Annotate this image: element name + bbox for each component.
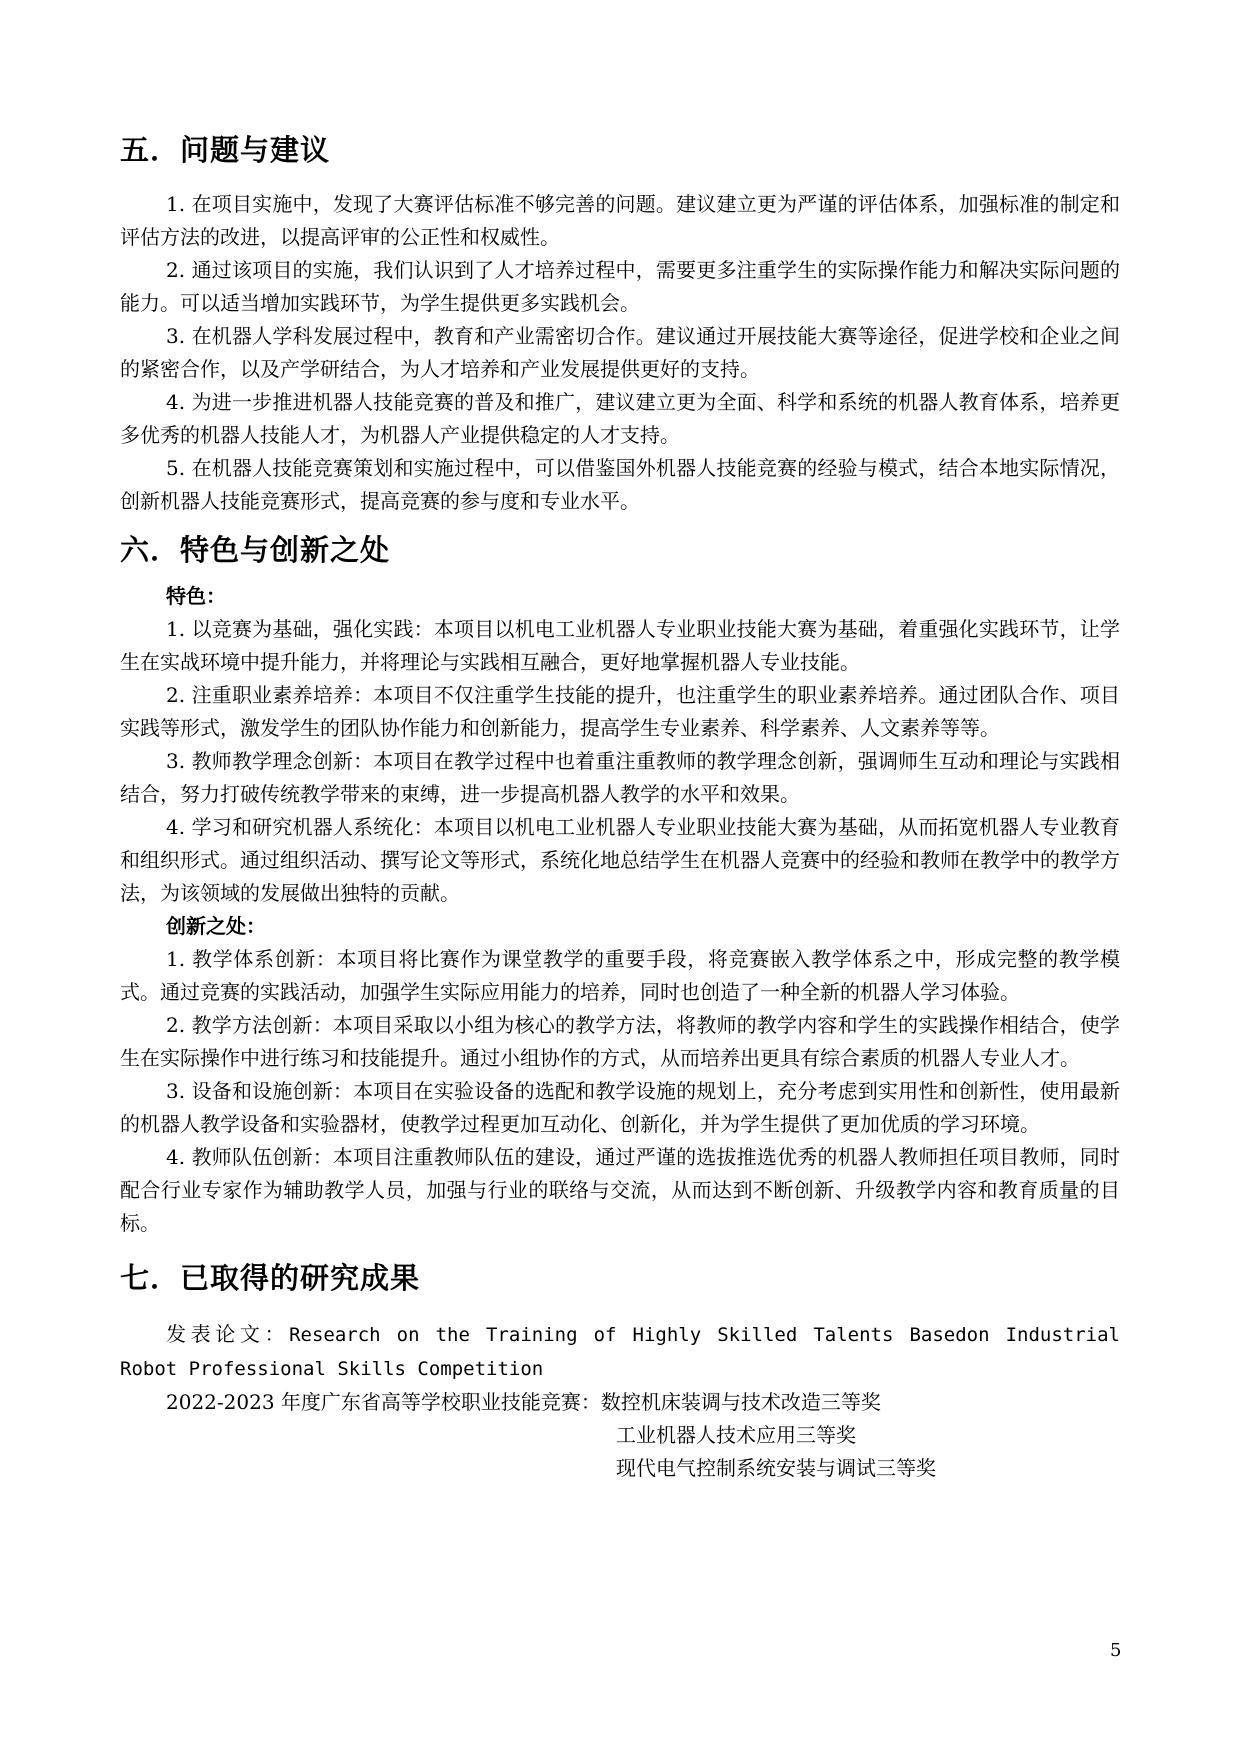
- award-item: 工业机器人技术应用三等奖: [616, 1423, 856, 1447]
- section-5-paragraph: 5. 在机器人技能竞赛策划和实施过程中，可以借鉴国外机器人技能竞赛的经验与模式，结合本地实际情况，创新机器人技能竞赛形式，提高竞赛的参与度和专业水平。: [120, 456, 1120, 513]
- innovation-paragraph: 1. 教学体系创新：本项目将比赛作为课堂教学的重要手段，将竞赛嵌入教学体系之中，形成完整的教学模式。通过竞赛的实践活动，加强学生实际应用能力的培养，同时也创造了一种全新的机器人学习体验。: [120, 947, 1120, 1004]
- section-5-paragraph: 2. 通过该项目的实施，我们认识到了人才培养过程中，需要更多注重学生的实际操作能力和解决实际问题的能力。可以适当增加实践环节，为学生提供更多实践机会。: [120, 258, 1120, 315]
- innovations-heading: 创新之处：: [166, 914, 266, 938]
- section-6-title: 六．特色与创新之处: [120, 533, 391, 567]
- innovation-paragraph: 4. 教师队伍创新：本项目注重教师队伍的建设，通过严谨的选拔推选优秀的机器人教师担任项目教师，同时配合行业专家作为辅助教学人员，加强与行业的联络与交流，从而达到不断创新、升级教学内容和教育质量的目标。: [120, 1145, 1120, 1235]
- features-heading: 特色：: [166, 584, 226, 608]
- award-item: 现代电气控制系统安装与调试三等奖: [616, 1456, 936, 1480]
- innovation-paragraph: 3. 设备和设施创新：本项目在实验设备的选配和教学设施的规划上，充分考虑到实用性和创新性，使用最新的机器人教学设备和实验器材，使教学过程更加互动化、创新化，并为学生提供了更加优质的学习环境。: [120, 1079, 1120, 1136]
- feature-paragraph: 2. 注重职业素养培养：本项目不仅注重学生技能的提升，也注重学生的职业素养培养。通过团队合作、项目实践等形式，激发学生的团队协作能力和创新能力，提高学生专业素养、科学素养、人文素养等等。: [120, 683, 1120, 740]
- paper-prefix: 发表论文：: [166, 1322, 290, 1346]
- section-7-title: 七．已取得的研究成果: [120, 1261, 421, 1295]
- award-row: [120, 1386, 1120, 1419]
- section-5-paragraph: 1. 在项目实施中，发现了大赛评估标准不够完善的问题。建议建立更为严谨的评估体系，加强标准的制定和评估方法的改进，以提高评审的公正性和权威性。: [120, 192, 1120, 249]
- published-paper: [120, 1318, 1120, 1386]
- section-5-paragraph: 4. 为进一步推进机器人技能竞赛的普及和推广，建议建立更为全面、科学和系统的机器人教育体系，培养更多优秀的机器人技能人才，为机器人产业提供稳定的人才支持。: [120, 390, 1120, 447]
- award-prefix: 2022-2023 年度广东省高等学校职业技能竞赛：: [166, 1390, 601, 1414]
- innovation-paragraph: 2. 教学方法创新：本项目采取以小组为核心的教学方法，将教师的教学内容和学生的实践操作相结合，使学生在实际操作中进行练习和技能提升。通过小组协作的方式，从而培养出更具有综合素质的机器人专业人才。: [120, 1013, 1120, 1070]
- feature-paragraph: 4. 学习和研究机器人系统化：本项目以机电工业机器人专业职业技能大赛为基础，从而拓宽机器人专业教育和组织形式。通过组织活动、撰写论文等形式，系统化地总结学生在机器人竞赛中的经验和教师在教学中的教学方法，为该领域的发展做出独特的贡献。: [120, 815, 1120, 905]
- feature-paragraph: 3. 教师教学理念创新：本项目在教学过程中也着重注重教师的教学理念创新，强调师生互动和理论与实践相结合，努力打破传统教学带来的束缚，进一步提高机器人教学的水平和效果。: [120, 749, 1120, 806]
- section-5-title: 五．问题与建议: [120, 133, 331, 167]
- paper-title: Research on the Training of Highly Skilled Talents Basedon Industrial Robot Professional Skills Competition: [120, 1324, 1120, 1380]
- section-5-paragraph: 3. 在机器人学科发展过程中，教育和产业需密切合作。建议通过开展技能大赛等途径，促进学校和企业之间的紧密合作，以及产学研结合，为人才培养和产业发展提供更好的支持。: [120, 324, 1120, 381]
- page-number: 5: [1110, 1640, 1122, 1661]
- document-page: [120, 128, 1120, 1485]
- feature-paragraph: 1. 以竞赛为基础，强化实践：本项目以机电工业机器人专业职业技能大赛为基础，着重强化实践环节，让学生在实战环境中提升能力，并将理论与实践相互融合，更好地掌握机器人专业技能。: [120, 617, 1120, 674]
- award-item: 数控机床装调与技术改造三等奖: [600, 1390, 881, 1414]
